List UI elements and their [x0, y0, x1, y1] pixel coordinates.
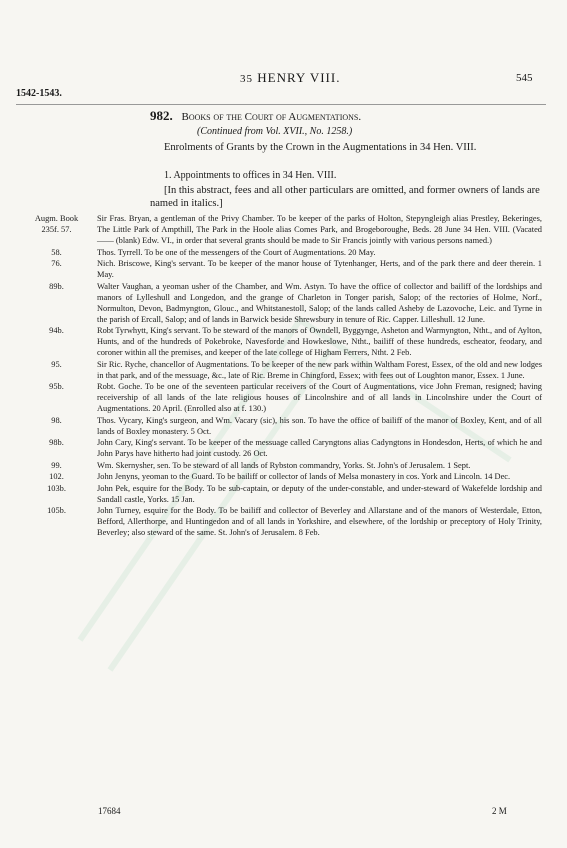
entry-reference: 94b. — [49, 326, 64, 335]
entry-row — [16, 483, 546, 505]
signature-mark: 2 M — [492, 806, 507, 816]
running-head — [240, 70, 340, 86]
entry-row — [16, 325, 546, 358]
entry-reference: 102. — [49, 472, 64, 481]
entry-text: John Turney, esquire for the Body. To be bailiff and collector of Beverley and Allarstane and of the manors of Westerdale, Etton, Befford, Allerthorpe, and Huntingedon and of all lands in Yorkshire, and elsewhere, of the lordship or preceptory of Holy Trinity, Beverley; also steward of the same. St. John's of Jerusalem. 8 Feb. — [97, 506, 542, 537]
entry-row — [16, 471, 546, 482]
entry-row — [16, 505, 546, 538]
entry-row — [16, 359, 546, 381]
entry-text: Thos. Vycary, King's surgeon, and Wm. Vacary (sic), his son. To have the office of bailiff of the manor of Boxley, Kent, and of all lands of Boxley monastery. 5 Oct. — [97, 415, 542, 436]
entry-reference: 105b. — [47, 506, 66, 515]
entry-text: Thos. Tyrrell. To be one of the messengers of the Court of Augmentations. 20 May. — [97, 247, 376, 257]
entry-text: Sir Ric. Ryche, chancellor of Augmentations. To be keeper of the new park within Waltham Forest, Essex, of the old and new lodges in that park, and of the messuage, &c., late of Ric. Breme in Chingford, Essex; with fees out of Loughton manor, Essex. 1 June. — [97, 359, 542, 380]
entry-reference: 99. — [51, 460, 62, 470]
entry-reference: 89b. — [49, 281, 64, 291]
section-title: Books of the Court of Augmentations. — [181, 111, 362, 123]
entry-text: John Pek, esquire for the Body. To be sub-captain, or deputy of the under-constable, and under-steward of Wakefelde lordship and Sandall castle, Yorks. 15 Jan. — [97, 483, 542, 504]
entry-text: Sir Fras. Bryan, a gentleman of the Privy Chamber. To be keeper of the parks of Holton, Stepyngleigh alias Prestley, Bekeringes, The Little Park of Ampthill, The Park in the Hoole alias Comes Park, and Brogeboroughe, Beds. 28 June 34 Hen. VIII. (Vacated—— (blank) Edw. VI., in order that several grants should be made to Sir Francis jointly with various persons named.) — [97, 214, 542, 245]
entry-reference: 98b. — [49, 438, 64, 447]
entry-reference: Augm. Book 235f. 57. — [34, 214, 79, 234]
entry-text: Robt Tyrwhytt, King's servant. To be steward of the manors of Owndell, Byggynge, Asheton and Warmyngton, Ntht., and of Aylton, Hunts, and of the hundreds of Pokebroke, Navesforde and Howkeslowe, Ntht., bailiff of these hundreds, escheator, feodary, and coroner within all the premises, and keeper of the late college of Higham Ferrers, Ntht. 2 Feb. — [97, 326, 542, 357]
entry-row — [16, 247, 546, 258]
entry-text: Robt. Goche. To be one of the seventeen particular receivers of the Court of Augmentations, vice John Freman, resigned; having receivership of all lands of the late religious houses of Lincolnshire and of all lands in Lincolnshire under the Court of Augmentations. 20 April. (Enrolled also at f. 130.) — [97, 382, 542, 413]
print-code: 17684 — [98, 806, 121, 816]
entry-text: Wm. Skernysher, sen. To be steward of all lands of Rybston commandry, Yorks. St. John's of Jerusalem. 1 Sept. — [97, 460, 471, 470]
entry-text: John Jenyns, yeoman to the Guard. To be bailiff or collector of lands of Melsa monastery in cos. York and Lincoln. 14 Dec. — [97, 472, 511, 481]
abstract-note: [In this abstract, fees and all other particulars are omitted, and former owners of lands are named in italics.] — [150, 185, 540, 209]
entry-row — [16, 415, 546, 437]
section-number: 982. — [150, 108, 173, 123]
running-head-date: 1542-1543. — [16, 88, 62, 99]
entry-row — [16, 281, 546, 325]
entry-reference: 98. — [51, 415, 62, 425]
entry-row — [16, 258, 546, 280]
page-number: 545 — [516, 72, 533, 84]
running-head-year: 35 — [240, 73, 253, 85]
entry-text: John Cary, King's servant. To be keeper of the messuage called Caryngtons alias Cadyngtons in Hondesdon, Herts, of which he and John Parys have hitherto had joint custody. 26 Oct. — [97, 438, 542, 458]
entry-row — [16, 460, 546, 471]
entry-text: Walter Vaughan, a yeoman usher of the Chamber, and Wm. Astyn. To have the office of collector and bailiff of the lordships and manors of Lylleshull and Longedon, and the grange of Charleton in Tonger parish, Salop; of the rectories of Holme, Norf., Normulton, Devon, Badmyngton, Glouc., and Whitstanestoll, Salop; of the lands called Asheby de Lazovoche, Leic. and Tyrne in the parish of Ercall, Salop; and of lands in Barwick beside Shrewsbury in tenure of Ric. Capper. Lilleshull. 12 June. — [97, 281, 542, 324]
entries-list — [16, 213, 546, 539]
entry-row — [16, 213, 546, 246]
entry-text: Nich. Briscowe, King's servant. To be keeper of the manor house of Tytenhanger, Herts, and of the park there and deer therein. 1 May. — [97, 259, 542, 279]
enrolments-heading: Enrolments of Grants by the Crown in the Augmentations in 34 Hen. VIII. — [164, 142, 477, 153]
entry-row — [16, 381, 546, 414]
header-rule — [16, 104, 546, 105]
running-head-title: HENRY VIII. — [257, 70, 341, 85]
entry-reference: 76. — [51, 259, 62, 268]
section-heading — [150, 108, 361, 124]
entry-row — [16, 437, 546, 459]
entry-reference: 103b. — [47, 483, 66, 493]
continued-note: (Continued from Vol. XVII., No. 1258.) — [197, 126, 353, 137]
entry-reference: 95b. — [49, 382, 64, 391]
entry-reference: 58. — [51, 247, 62, 257]
entry-reference: 95. — [51, 359, 62, 369]
appointments-subheading: 1. Appointments to offices in 34 Hen. VIII. — [164, 170, 337, 181]
